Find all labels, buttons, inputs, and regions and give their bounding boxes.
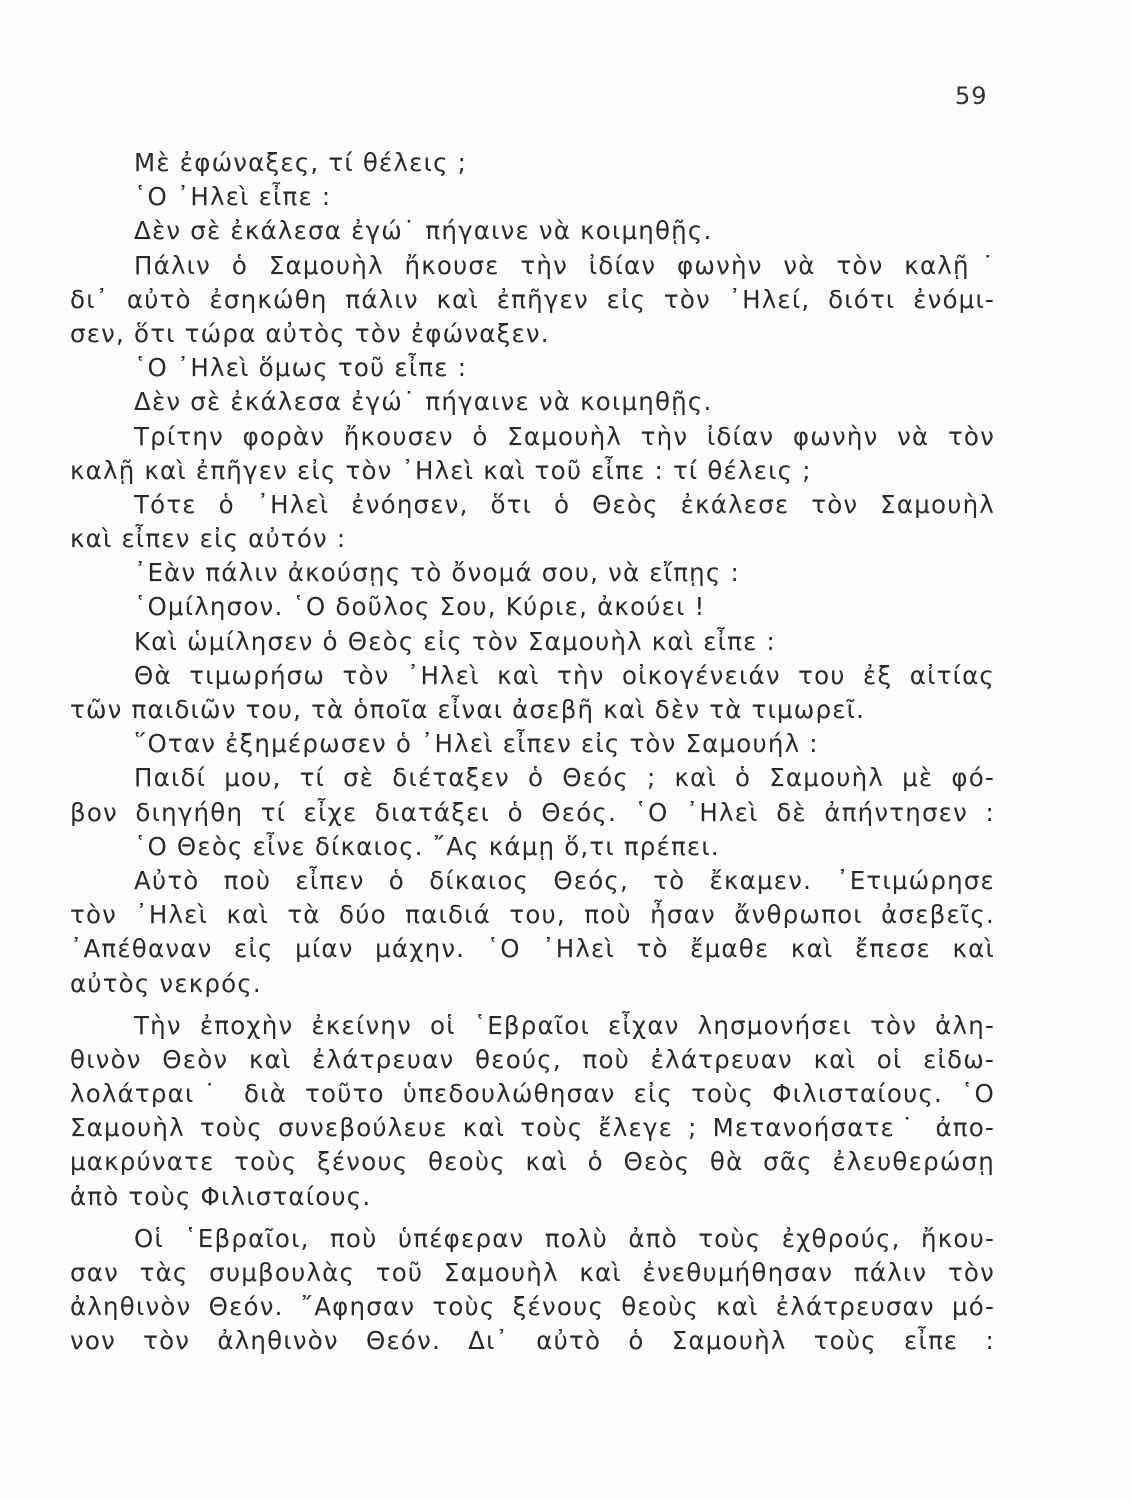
text-line: δι᾿ αὐτὸ ἐσηκώθη πάλιν καὶ ἐπῆγεν εἰς τὸν ᾿Ηλεί, διότι ἐνόμι- [70,284,995,314]
text-line: Πάλιν ὁ Σαμουὴλ ἤκουσε τὴν ἰδίαν φωνὴν νὰ τὸν καλῇ˙ [134,250,995,280]
body-text [70,146,995,1359]
text-line: Μὲ ἐφώναξες, τί θέλεις ; [134,148,468,177]
text-line: Δὲν σὲ ἐκάλεσα ἐγώ˙ πήγαινε νὰ κοιμηθῇς. [134,387,713,417]
text-line: ῾Ο ᾿Ηλεὶ εἶπε : [134,182,332,212]
text-line: ᾿Απέθαναν εἰς μίαν μάχην. ῾Ο ᾿Ηλεὶ τὸ ἔμαθε καὶ ἔπεσε καὶ [70,934,995,964]
text-line: βον διηγήθη τί εἶχε διατάξει ὁ Θεός. ῾Ο ᾿Ηλεὶ δὲ ἀπήντησεν : [70,797,995,827]
text-line: σεν, ὅτι τώρα αὐτὸς τὸν ἐφώναξεν. [70,318,550,348]
text-line: ᾿Εὰν πάλιν ἀκούσῃς τὸ ὄνομά σου, νὰ εἴπῃς : [134,558,740,588]
text-line: σαν τὰς συμβουλὰς τοῦ Σαμουὴλ καὶ ἐνεθυμήθησαν πάλιν τὸν [70,1258,995,1287]
text-line: μακρύνατε τοὺς ξένους θεοὺς καὶ ὁ Θεὸς θὰ σᾶς ἐλευθερώσῃ [70,1147,995,1177]
text-line: Αὐτὸ ποὺ εἶπεν ὁ δίκαιος Θεός, τὸ ἔκαμεν. ᾿Ετιμώρησε [134,865,995,895]
text-line: νον τὸν ἀληθινὸν Θεόν. Δι᾿ αὐτὸ ὁ Σαμουὴλ τοὺς εἶπε : [70,1326,995,1356]
text-line: Παιδί μου, τί σὲ διέταξεν ὁ Θεός ; καὶ ὁ Σαμουὴλ μὲ φό- [134,763,995,793]
text-line: Σαμουὴλ τοὺς συνεβούλευε καὶ τοὺς ἔλεγε ; Μετανοήσατε˙ ἀπο- [70,1113,995,1143]
text-line: ῞Οταν ἐξημέρωσεν ὁ ᾿Ηλεὶ εἶπεν εἰς τὸν Σαμουήλ : [134,729,819,759]
paragraph-gap [70,1001,995,1009]
text-line: Καὶ ὡμίλησεν ὁ Θεὸς εἰς τὸν Σαμουὴλ καὶ εἶπε : [134,626,776,656]
paragraph-gap [70,1214,995,1222]
text-line: καὶ εἶπεν εἰς αὐτόν : [70,524,347,554]
text-line: Τρίτην φορὰν ἤκουσεν ὁ Σαμουὴλ τὴν ἰδίαν φωνὴν νὰ τὸν [134,421,995,451]
text-line: καλῇ καὶ ἐπῆγεν εἰς τὸν ᾿Ηλεὶ καὶ τοῦ εἶπε : τί θέλεις ; [70,455,812,485]
text-line: Τότε ὁ ᾿Ηλεὶ ἐνόησεν, ὅτι ὁ Θεὸς ἐκάλεσε τὸν Σαμουὴλ [134,489,995,519]
text-line: τῶν παιδιῶν του, τὰ ὁποῖα εἶναι ἀσεβῆ καὶ δὲν τὰ τιμωρεῖ. [70,695,866,724]
text-line: Θὰ τιμωρήσω τὸν ᾿Ηλεὶ καὶ τὴν οἰκογένειάν του ἐξ αἰτίας [134,660,995,690]
text-line: ῾Ο Θεὸς εἶνε δίκαιος. ῎Ας κάμῃ ὅ,τι πρέπει. [134,831,720,861]
text-line: λολάτραι˙ διὰ τοῦτο ὑπεδουλώθησαν εἰς τοὺς Φιλισταίους. ῾Ο [70,1079,995,1109]
text-line: ἀπὸ τοὺς Φιλισταίους. [70,1181,372,1211]
text-line: αὐτὸς νεκρός. [70,968,262,998]
text-line: τὸν ᾿Ηλεὶ καὶ τὰ δύο παιδιά του, ποὺ ἦσαν ἄνθρωποι ἀσεβεῖς. [70,900,995,930]
text-line: ἀληθινὸν Θεόν. ῎Αφησαν τοὺς ξένους θεοὺς καὶ ἐλάτρευσαν μό- [70,1292,995,1322]
text-line: ῾Ομίλησον. ῾Ο δοῦλος Σου, Κύριε, ἀκούει ! [134,592,706,622]
text-line: Οἱ ῾Εβραῖοι, ποὺ ὑπέφεραν πολὺ ἀπὸ τοὺς ἐχθρούς, ἤκου- [134,1223,995,1253]
text-line: θινὸν Θεὸν καὶ ἐλάτρευαν θεούς, ποὺ ἐλάτρευαν καὶ οἱ εἰδω- [70,1044,995,1074]
page-number: 59 [955,82,988,110]
text-line: ῾Ο ᾿Ηλεὶ ὅμως τοῦ εἶπε : [134,353,468,383]
text-line: Δὲν σὲ ἐκάλεσα ἐγώ˙ πήγαινε νὰ κοιμηθῇς. [134,216,713,246]
text-line: Τὴν ἐποχὴν ἐκείνην οἱ ῾Εβραῖοι εἶχαν λησμονήσει τὸν ἀλη- [134,1010,995,1040]
